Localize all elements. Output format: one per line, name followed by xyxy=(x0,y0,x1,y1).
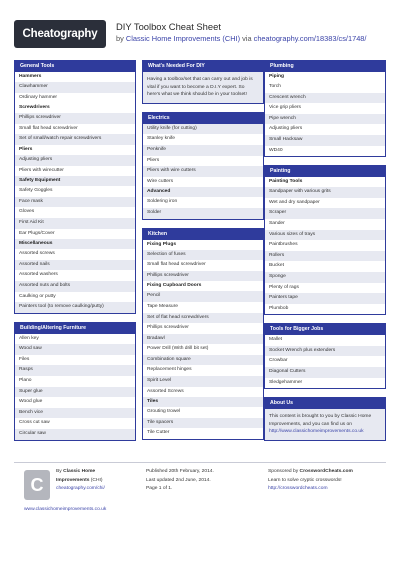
footer-author-link[interactable]: cheatography.com/chi/ xyxy=(56,486,105,492)
list-item: Phillips screwdriver xyxy=(15,113,135,124)
author-link[interactable]: Classic Home Improvements (CHI) xyxy=(125,34,241,43)
list-item: Ear Plugs/Cover xyxy=(19,230,55,236)
list-item: Wet and dry sandpaper xyxy=(269,199,320,205)
electrics-box xyxy=(142,112,264,220)
list-item: WD40 xyxy=(269,147,283,153)
list-item: Assorted nuts and bolts xyxy=(15,281,135,292)
list-item: Tile spacers xyxy=(143,418,263,429)
list-item: Paintbrushes xyxy=(269,242,298,248)
footer-page: Page 1 of 1. xyxy=(146,486,173,492)
list-item: Scraper xyxy=(265,208,385,219)
list-item: Torch xyxy=(269,84,281,89)
list-item: Sandpaper with various grits xyxy=(265,187,385,198)
list-item: Wood saw xyxy=(15,344,135,355)
list-item: Wood glue xyxy=(19,399,43,405)
whats-needed-text: Having a toolbox/set that can carry out and job is vital if you want to become a D.I.Y expert. So here's what we think should be in your toolset! xyxy=(143,72,263,103)
list-item: Phillips screwdriver xyxy=(143,271,263,282)
list-item: Small Hacksaw xyxy=(265,135,385,146)
kitchen-box xyxy=(142,228,264,441)
sheet-url-link[interactable]: cheatography.com/18383/cs/1748/ xyxy=(253,34,367,43)
list-item: Safety Goggles xyxy=(19,188,53,194)
byline-by: by xyxy=(116,34,124,43)
logo-text: Cheatography xyxy=(22,28,98,40)
list-item: Spirit Level xyxy=(143,376,263,387)
list-item: Painters tape xyxy=(265,293,385,304)
list-item: Plano xyxy=(19,378,32,384)
page-title: DIY Toolbox Cheat Sheet xyxy=(116,21,221,32)
footer-sponsor xyxy=(268,468,353,494)
list-item: Combination square xyxy=(143,355,263,366)
list-item: Vice grip pliers xyxy=(269,105,301,111)
about-us-body: This content is brought to you by Classic Home Improvements, and you can find us on xyxy=(269,414,372,427)
whats-needed-header: What's Needed For DIY xyxy=(143,61,263,72)
list-item: Crowbar xyxy=(269,358,288,364)
list-item: Plumbob xyxy=(269,305,289,311)
list-item: Files xyxy=(19,356,30,362)
list-item: Phillips screwdriver xyxy=(147,325,189,331)
list-item: First Aid Kit xyxy=(15,218,135,229)
footer-by: By xyxy=(56,469,62,474)
list-item: Assorted washers xyxy=(19,272,58,278)
footer-author xyxy=(56,468,105,494)
list-item: Ordinary hammer xyxy=(19,94,58,100)
column-1 xyxy=(14,60,136,449)
list-item: Pencil xyxy=(143,291,263,302)
list-item: Selection of fuses xyxy=(143,250,263,261)
list-item: Bucket xyxy=(269,263,284,269)
cheatography-logo[interactable] xyxy=(14,20,106,48)
list-item: Replacement hinges xyxy=(147,367,192,373)
list-item: Gloves xyxy=(19,209,35,215)
list-item: Penknife xyxy=(143,145,263,156)
byline xyxy=(116,34,366,43)
building-furniture-header: Building/Altering Furniture xyxy=(15,323,135,334)
list-item: Bench vice xyxy=(15,408,135,419)
list-item: Tape Measure xyxy=(147,303,178,309)
list-item: Solder xyxy=(143,208,263,219)
hammers-subheading: Hammers xyxy=(19,74,42,79)
list-item: Sander xyxy=(269,220,285,226)
list-item: Soldering iron xyxy=(147,199,178,205)
tiles-subheading: Tiles xyxy=(143,397,263,407)
list-item: Assorted Screws xyxy=(147,388,184,394)
footer-published: Published 20th February, 2014. xyxy=(146,469,214,474)
list-item: Set of flat head screwdrivers xyxy=(143,313,263,324)
about-us-text xyxy=(265,409,385,440)
bigger-jobs-header: Tools for Bigger Jobs xyxy=(265,324,385,335)
about-us-box xyxy=(264,397,386,441)
list-item: Pliers xyxy=(147,157,160,163)
fixing-plugs-subheading: Fixing Plugs xyxy=(147,241,177,247)
list-item: Socket Wrench plus extenders xyxy=(265,346,385,357)
list-item: Pliers with wirecutter xyxy=(19,167,64,173)
fixing-cupboard-subheading: Fixing Cupboard Doors xyxy=(147,283,202,289)
list-item: Painters tool (to remove caulking/putty) xyxy=(15,302,135,313)
about-us-header: About Us xyxy=(265,398,385,409)
misc-subheading: Miscellaneous xyxy=(15,239,135,249)
list-item: Bradawl xyxy=(143,334,263,345)
screwdrivers-subheading: Screwdrivers xyxy=(19,105,50,111)
building-furniture-box xyxy=(14,322,136,441)
list-item: Plenty of rags xyxy=(269,284,299,290)
list-item: Cross cut saw xyxy=(19,420,50,426)
pliers-subheading: Pliers xyxy=(19,146,33,152)
list-item: Caulking or putty xyxy=(19,293,56,299)
safety-subheading: Safety Equipment xyxy=(15,176,135,186)
column-2 xyxy=(142,60,264,448)
footer-author-line1: Classic Home xyxy=(63,469,96,474)
list-item: Small flat head screwdriver xyxy=(147,262,206,268)
list-item: Power Drill (With drill bit set) xyxy=(147,346,209,352)
footer-sponsored-by: Sponsored by xyxy=(268,469,299,474)
painting-tools-subheading: Painting Tools xyxy=(269,179,303,185)
footer-dates xyxy=(146,468,214,494)
list-item: Pliers with wire cutters xyxy=(143,166,263,177)
footer-author-suffix: (CHI) xyxy=(90,477,103,483)
electrics-header: Electrics xyxy=(143,113,263,124)
list-item: Wire cutters xyxy=(147,178,174,184)
painting-header: Painting xyxy=(265,166,385,177)
list-item: Set of small/watch repair screwdrivers xyxy=(15,134,135,145)
footer-sponsor-link[interactable]: http://crosswordcheats.com xyxy=(268,486,328,492)
list-item: Rollers xyxy=(265,251,385,262)
kitchen-header: Kitchen xyxy=(143,229,263,240)
list-item: Stanley knife xyxy=(147,136,176,142)
list-item: Super glue xyxy=(15,387,135,398)
general-tools-box xyxy=(14,60,136,314)
list-item: Clawhammer xyxy=(15,82,135,93)
list-item: Pipe wrench xyxy=(265,114,385,125)
list-item: Sponge xyxy=(265,272,385,283)
list-item: Sledgehammer xyxy=(269,379,303,385)
list-item: Tile Cutter xyxy=(147,430,170,436)
list-item: Assorted nails xyxy=(15,260,135,271)
avatar-letter: C xyxy=(30,474,44,495)
footer-learn: Learn to solve cryptic crosswords! xyxy=(268,477,342,483)
list-item: Crescent wrench xyxy=(265,93,385,104)
list-item: Allen key xyxy=(19,335,39,341)
list-item: Utility knife (for cutting) xyxy=(143,124,263,135)
list-item: Small flat head screwdriver xyxy=(19,125,78,131)
list-item: Grouting trowel xyxy=(147,409,181,415)
painting-box xyxy=(264,165,386,315)
bigger-jobs-box xyxy=(264,323,386,389)
footer-author-line2: Improvements xyxy=(56,477,90,483)
plumbing-header: Plumbing xyxy=(265,61,385,72)
list-item: Mallet xyxy=(269,337,283,343)
list-item: Diagonal Cutters xyxy=(265,367,385,378)
advanced-subheading: Advanced xyxy=(143,187,263,197)
footer-updated: Last updated 2nd June, 2014. xyxy=(146,477,211,483)
column-3 xyxy=(264,60,386,449)
list-item: Circular saw xyxy=(15,429,135,440)
list-item: Rasps xyxy=(15,365,135,376)
list-item: Adjusting pliers xyxy=(269,126,303,132)
general-tools-header: General Tools xyxy=(15,61,135,72)
byline-via: via xyxy=(242,34,252,43)
author-avatar[interactable] xyxy=(24,470,50,500)
whats-needed-box xyxy=(142,60,264,104)
about-us-link[interactable]: http://www.classichomeimprovements.co.uk xyxy=(269,429,364,435)
list-item: Face mask xyxy=(15,197,135,208)
list-item: Adjusting pliers xyxy=(15,155,135,166)
footer-sponsor-name[interactable]: CrosswordCheats.com xyxy=(299,469,353,474)
footer-divider xyxy=(14,462,386,463)
plumbing-box xyxy=(264,60,386,157)
list-item: Assorted screws xyxy=(19,251,55,257)
piping-subheading: Piping xyxy=(269,74,284,79)
list-item: Various sizes of trays xyxy=(265,230,385,241)
site-link[interactable]: www.classichomeimprovements.co.uk xyxy=(24,507,107,512)
